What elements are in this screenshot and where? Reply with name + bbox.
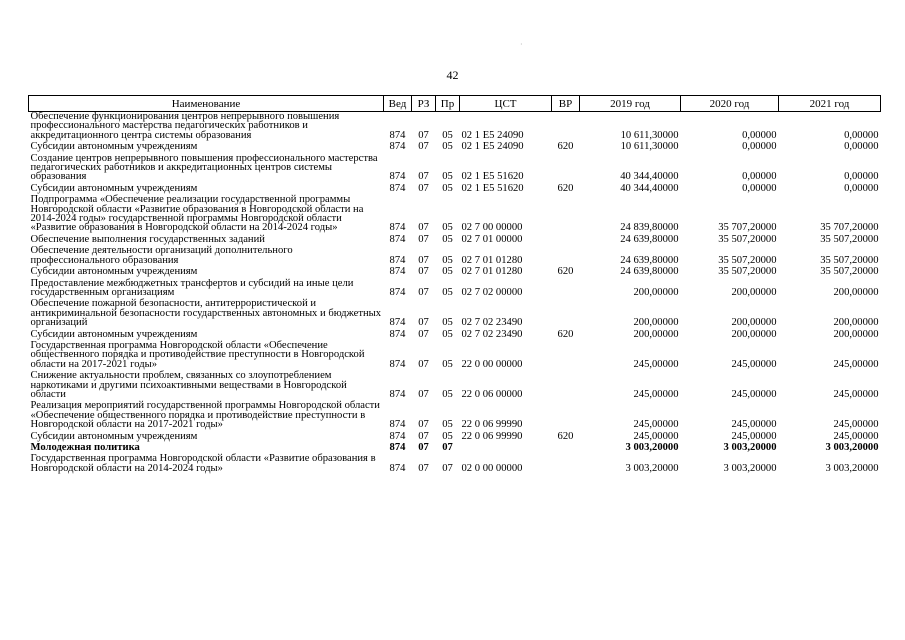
- cell-pr: 05: [442, 328, 453, 340]
- header-pr: Пр: [436, 96, 460, 112]
- cell-rz: 07: [418, 182, 429, 194]
- cell-vr: [552, 371, 580, 401]
- cell-rz: 07: [418, 358, 429, 370]
- cell-ved: 874: [389, 462, 406, 474]
- cell-rz: 07: [418, 317, 429, 329]
- cell-cst: 22 0 00 00000: [461, 358, 523, 370]
- cell-y2021: 35 507,20000: [820, 233, 879, 245]
- cell-rz: 07: [418, 430, 429, 442]
- cell-ved: 874: [389, 266, 406, 278]
- cell-name: Реализация мероприятий государственной программы Новгородской области «Обеспечение общественного порядка и противодействие преступности в Новгородской области на 2017-2021 годы»: [30, 400, 380, 431]
- cell-ved: 874: [389, 328, 406, 340]
- cell-vr: [552, 341, 580, 371]
- cell-ved: 874: [389, 182, 406, 194]
- cell-y2019: 245,00000: [633, 388, 679, 400]
- table-body: [29, 112, 881, 476]
- cell-ved: 874: [389, 430, 406, 442]
- cell-pr: 07: [442, 462, 453, 474]
- cell-y2021: 0,00000: [844, 182, 879, 194]
- cell-name: Государственная программа Новгородской области «Обеспечение общественного порядка и противодействие преступности в Новгородской области на 2017-2021 годы»: [30, 339, 365, 370]
- cell-rz: 07: [418, 233, 429, 245]
- cell-y2021: 0,00000: [844, 129, 879, 141]
- cell-y2020: 0,00000: [742, 182, 777, 194]
- cell-y2020: 3 003,20000: [723, 442, 777, 453]
- cell-pr: 05: [442, 129, 453, 141]
- cell-name: Подпрограмма «Обеспечение реализации государственной программы Новгородской области «Развитие образования в Новгородской области на 2014-2024 годы» государственной программы Новгородской области «Развитие образования в Новгородской области на 2014-2024 годы»: [30, 194, 364, 234]
- cell-y2019: 24 639,80000: [620, 266, 679, 278]
- cell-cst: 02 7 02 23490: [461, 317, 523, 329]
- cell-rz: 07: [418, 171, 429, 183]
- cell-vr: [552, 299, 580, 329]
- cell-cst: 02 7 01 00000: [461, 233, 523, 245]
- cell-y2020: 0,00000: [742, 171, 777, 183]
- cell-y2021: 245,00000: [833, 430, 879, 442]
- cell-rz: 07: [418, 388, 429, 400]
- cell-name: Снижение актуальности проблем, связанных со злоупотреблением наркотиками и другими психоактивными веществами в Новгородской области: [30, 370, 347, 400]
- cell-ved: 874: [389, 222, 406, 234]
- cell-name: Предоставление межбюджетных трансфертов и субсидий на иные цели государственным организациям: [30, 277, 354, 298]
- cell-rz: 07: [418, 328, 429, 340]
- cell-y2019: 245,00000: [633, 430, 679, 442]
- cell-y2021: 200,00000: [833, 286, 879, 298]
- page-number: 42: [446, 68, 459, 82]
- cell-y2021: 3 003,20000: [825, 442, 879, 453]
- table-row: [29, 195, 881, 235]
- cell-vr: [552, 235, 580, 246]
- header-rz: РЗ: [412, 96, 436, 112]
- cell-vr: 620: [557, 328, 574, 340]
- table-row: [29, 299, 881, 329]
- cell-cst: 02 1 E5 24090: [461, 141, 524, 153]
- cell-cst: 02 7 00 00000: [461, 222, 523, 234]
- cell-pr: 05: [442, 419, 453, 431]
- cell-y2020: 245,00000: [731, 358, 777, 370]
- cell-pr: 05: [442, 222, 453, 234]
- cell-cst: 22 0 06 99990: [461, 419, 523, 431]
- header-name: Наименование: [29, 96, 384, 112]
- cell-ved: 874: [389, 286, 406, 298]
- cell-ved: 874: [389, 141, 406, 153]
- cell-y2020: 35 707,20000: [718, 222, 777, 234]
- cell-pr: 05: [442, 358, 453, 370]
- cell-name: Субсидии автономным учреждениям: [30, 141, 198, 153]
- cell-y2021: 245,00000: [833, 419, 879, 431]
- cell-vr: 620: [557, 182, 574, 194]
- table-row: [29, 341, 881, 371]
- cell-ved: 874: [389, 442, 406, 453]
- cell-y2020: 245,00000: [731, 388, 777, 400]
- cell-ved: 874: [389, 317, 406, 329]
- cell-rz: 07: [418, 462, 429, 474]
- cell-vr: [552, 154, 580, 184]
- cell-rz: 07: [418, 254, 429, 266]
- cell-name: Государственная программа Новгородской области «Развитие образования в Новгородской области на 2014-2024 годы»: [30, 453, 376, 474]
- cell-vr: [552, 443, 580, 454]
- cell-pr: 05: [442, 182, 453, 194]
- cell-name: Субсидии автономным учреждениям: [30, 182, 198, 194]
- table-row: [29, 142, 881, 153]
- cell-rz: 07: [418, 141, 429, 153]
- cell-ved: 874: [389, 233, 406, 245]
- cell-cst: 02 7 01 01280: [461, 254, 523, 266]
- cell-pr: 05: [442, 286, 453, 298]
- cell-ved: 874: [389, 129, 406, 141]
- cell-vr: [552, 195, 580, 235]
- budget-table: [28, 95, 881, 475]
- cell-pr: 05: [442, 317, 453, 329]
- cell-y2019: 24 639,80000: [620, 254, 679, 266]
- cell-y2020: 200,00000: [731, 317, 777, 329]
- cell-cst: 02 7 02 23490: [461, 328, 523, 340]
- cell-pr: 05: [442, 388, 453, 400]
- cell-y2020: 3 003,20000: [723, 462, 777, 474]
- cell-name: Молодежная политика: [30, 442, 140, 453]
- cell-cst: 02 0 00 00000: [461, 462, 523, 474]
- cell-ved: 874: [389, 388, 406, 400]
- table-row: [29, 112, 881, 143]
- cell-rz: 07: [418, 419, 429, 431]
- cell-rz: 07: [418, 442, 429, 453]
- cell-y2021: 0,00000: [844, 171, 879, 183]
- cell-ved: 874: [389, 171, 406, 183]
- cell-rz: 07: [418, 266, 429, 278]
- cell-y2021: 245,00000: [833, 388, 879, 400]
- scan-speck: ·: [520, 40, 523, 49]
- cell-y2019: 24 639,80000: [620, 233, 679, 245]
- cell-cst: 02 1 E5 51620: [461, 171, 524, 183]
- cell-y2021: 245,00000: [833, 358, 879, 370]
- table-row: [29, 401, 881, 431]
- header-2019: 2019 год: [580, 96, 681, 112]
- cell-y2020: 35 507,20000: [718, 254, 777, 266]
- cell-y2021: 200,00000: [833, 328, 879, 340]
- cell-cst: 22 0 06 99990: [461, 430, 523, 442]
- cell-vr: 620: [557, 266, 574, 278]
- cell-y2019: 40 344,40000: [620, 171, 679, 183]
- cell-y2021: 35 707,20000: [820, 222, 879, 234]
- table-header-row: [29, 96, 881, 112]
- cell-y2021: 35 507,20000: [820, 266, 879, 278]
- cell-name: Обеспечение функционирования центров непрерывного повышения профессионального мастерства педагогических работников и аккредитационного центра системы образования: [30, 111, 340, 141]
- cell-y2019: 40 344,40000: [620, 182, 679, 194]
- cell-y2020: 200,00000: [731, 328, 777, 340]
- cell-rz: 07: [418, 222, 429, 234]
- cell-pr: 05: [442, 254, 453, 266]
- cell-name: Обеспечение пожарной безопасности, антитеррористической и антикриминальной безопасности государственных автономных и бюджетных организаций: [30, 298, 382, 329]
- cell-name: Обеспечение деятельности организаций дополнительного профессионального образования: [30, 245, 293, 266]
- cell-pr: 07: [442, 442, 453, 453]
- cell-name: Субсидии автономным учреждениям: [30, 328, 198, 340]
- header-cst: ЦСТ: [460, 96, 552, 112]
- cell-y2019: 200,00000: [633, 286, 679, 298]
- header-2021: 2021 год: [779, 96, 881, 112]
- table-row: [29, 246, 881, 267]
- cell-vr: 620: [557, 141, 574, 153]
- cell-y2020: 245,00000: [731, 419, 777, 431]
- cell-y2019: 3 003,20000: [625, 462, 679, 474]
- cell-vr: [552, 401, 580, 431]
- cell-ved: 874: [389, 254, 406, 266]
- cell-y2020: 0,00000: [742, 129, 777, 141]
- cell-name: Создание центров непрерывного повышения профессионального мастерства педагогических работников и аккредитационных центров системы образования: [30, 152, 378, 183]
- cell-y2019: 200,00000: [633, 317, 679, 329]
- cell-rz: 07: [418, 129, 429, 141]
- table-row: [29, 279, 881, 300]
- cell-y2019: 24 839,80000: [620, 222, 679, 234]
- cell-y2021: 35 507,20000: [820, 254, 879, 266]
- cell-ved: 874: [389, 358, 406, 370]
- cell-pr: 05: [442, 171, 453, 183]
- cell-y2020: 245,00000: [731, 430, 777, 442]
- header-vr: ВР: [552, 96, 580, 112]
- cell-rz: 07: [418, 286, 429, 298]
- cell-y2019: 3 003,20000: [625, 442, 679, 453]
- cell-y2019: 10 611,30000: [620, 129, 679, 141]
- cell-y2019: 10 611,30000: [620, 141, 679, 153]
- cell-name: Обеспечение выполнения государственных заданий: [30, 233, 265, 245]
- cell-pr: 05: [442, 266, 453, 278]
- cell-vr: [552, 454, 580, 475]
- header-ved: Вед: [384, 96, 412, 112]
- cell-vr: 620: [557, 430, 574, 442]
- cell-name: Субсидии автономным учреждениям: [30, 266, 198, 278]
- cell-ved: 874: [389, 419, 406, 431]
- cell-y2019: 200,00000: [633, 328, 679, 340]
- cell-y2020: 35 507,20000: [718, 233, 777, 245]
- cell-vr: [552, 246, 580, 267]
- cell-cst: 02 7 02 00000: [461, 286, 523, 298]
- table-row: [29, 267, 881, 278]
- cell-cst: 02 1 E5 24090: [461, 129, 524, 141]
- table-row: [29, 154, 881, 184]
- table-row: [29, 454, 881, 475]
- cell-y2021: 200,00000: [833, 317, 879, 329]
- cell-cst: [460, 443, 552, 454]
- cell-name: Субсидии автономным учреждениям: [30, 430, 198, 442]
- cell-y2019: 245,00000: [633, 358, 679, 370]
- table-row: [29, 371, 881, 401]
- cell-cst: 22 0 06 00000: [461, 388, 523, 400]
- cell-y2020: 35 507,20000: [718, 266, 777, 278]
- header-2020: 2020 год: [681, 96, 779, 112]
- cell-vr: [552, 279, 580, 300]
- cell-y2021: 3 003,20000: [825, 462, 879, 474]
- cell-cst: 02 7 01 01280: [461, 266, 523, 278]
- cell-y2021: 0,00000: [844, 141, 879, 153]
- cell-y2020: 200,00000: [731, 286, 777, 298]
- cell-vr: [552, 112, 580, 143]
- cell-y2020: 0,00000: [742, 141, 777, 153]
- cell-y2019: 245,00000: [633, 419, 679, 431]
- cell-pr: 05: [442, 233, 453, 245]
- cell-cst: 02 1 E5 51620: [461, 182, 524, 194]
- cell-pr: 05: [442, 141, 453, 153]
- cell-pr: 05: [442, 430, 453, 442]
